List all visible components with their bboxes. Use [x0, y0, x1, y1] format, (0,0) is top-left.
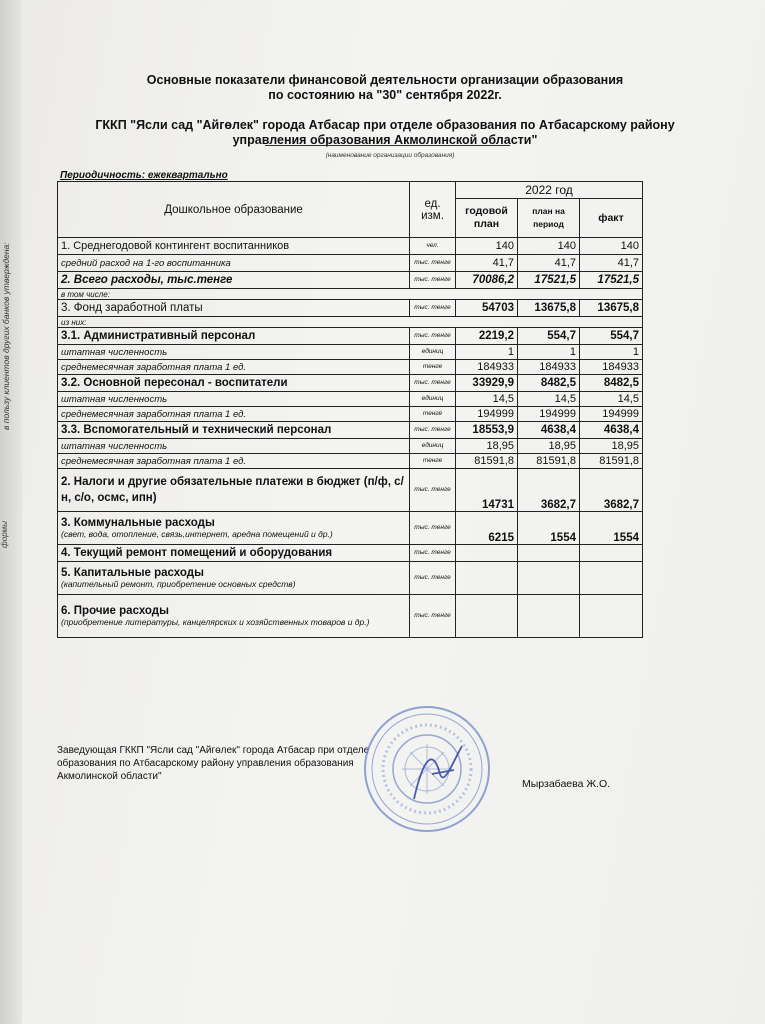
- row-label: штатная численность: [58, 439, 410, 454]
- row-fact: 4638,4: [580, 422, 643, 439]
- row-period: [518, 545, 580, 562]
- table-row: [58, 512, 643, 545]
- official-seal-icon: [362, 704, 492, 834]
- row-period: 3682,7: [518, 469, 580, 512]
- row-period: 554,7: [518, 328, 580, 345]
- row-unit: тыс. тенге: [410, 595, 456, 638]
- row-label: средний расход на 1-го воспитанника: [58, 255, 410, 272]
- row-period: 41,7: [518, 255, 580, 272]
- row-period: [518, 562, 580, 595]
- row-plan: 41,7: [456, 255, 518, 272]
- row-plan: 2219,2: [456, 328, 518, 345]
- row-label: штатная численность: [58, 345, 410, 360]
- row-plan: 81591,8: [456, 454, 518, 469]
- side-margin-text: в пользу клиентов других банков утверждена:: [1, 242, 11, 430]
- row-unit: единиц: [410, 392, 456, 407]
- row-period: 184933: [518, 360, 580, 375]
- row-label: 2. Всего расходы, тыс.тенге: [58, 272, 410, 289]
- row-period: [518, 595, 580, 638]
- row-unit: тыс. тенге: [410, 562, 456, 595]
- financial-indicators-table: [57, 181, 643, 638]
- row-plan: 14731: [456, 469, 518, 512]
- row-period: 140: [518, 238, 580, 255]
- row-label: 5. Капитальные расходы: [61, 567, 204, 579]
- table-row: [58, 317, 643, 328]
- org-line-1: ГККП "Ясли сад "Айгөлек" города Атбасар при отделе образования по Атбасарскому району: [95, 118, 675, 132]
- row-unit: тенге: [410, 407, 456, 422]
- row-fact: [580, 545, 643, 562]
- table-row: [58, 272, 643, 289]
- table-row: [58, 289, 643, 300]
- periodicity-label: Периодичность: ежеквартально: [60, 170, 228, 181]
- row-label: 2. Налоги и другие обязательные платежи в бюджет (п/ф, с/н, с/о, осмс, ипн): [58, 469, 410, 512]
- org-caption: (наименование организации образования): [325, 152, 455, 159]
- row-label: 3. Коммунальные расходы: [61, 517, 215, 529]
- row-fact: 140: [580, 238, 643, 255]
- org-underline: [265, 145, 510, 146]
- row-period: 13675,8: [518, 300, 580, 317]
- header-fact: факт: [580, 199, 643, 238]
- table-row: [58, 562, 643, 595]
- row-unit: тыс. тенге: [410, 272, 456, 289]
- row-label: 1. Среднегодовой контингент воспитанников: [58, 238, 410, 255]
- row-label: 4. Текущий ремонт помещений и оборудования: [58, 545, 410, 562]
- row-fact: 194999: [580, 407, 643, 422]
- row-fact: 1: [580, 345, 643, 360]
- row-plan: [456, 545, 518, 562]
- row-plan: 70086,2: [456, 272, 518, 289]
- table-row: [58, 300, 643, 317]
- table-row: [58, 238, 643, 255]
- row-unit: тенге: [410, 360, 456, 375]
- row-plan: 33929,9: [456, 375, 518, 392]
- row-label: 3.3. Вспомогательный и технический персонал: [58, 422, 410, 439]
- title-line-2: по состоянию на "30" сентября 2022г.: [268, 88, 502, 102]
- row-fact: 8482,5: [580, 375, 643, 392]
- row-plan: [456, 562, 518, 595]
- row-label-cell: [58, 595, 410, 638]
- row-plan: 194999: [456, 407, 518, 422]
- row-label: среднемесячная заработная плата 1 ед.: [58, 360, 410, 375]
- row-unit: тыс. тенге: [410, 328, 456, 345]
- row-unit: тыс. тенге: [410, 545, 456, 562]
- table-row: [58, 407, 643, 422]
- row-label: из них:: [58, 317, 643, 328]
- row-unit: единиц: [410, 345, 456, 360]
- title-line-1: Основные показатели финансовой деятельности организации образования: [146, 73, 624, 87]
- row-label: штатная численность: [58, 392, 410, 407]
- row-fact: 13675,8: [580, 300, 643, 317]
- row-label: 6. Прочие расходы: [61, 605, 169, 617]
- row-unit: тыс. тенге: [410, 422, 456, 439]
- row-period: 1554: [518, 512, 580, 545]
- row-unit: тыс. тенге: [410, 375, 456, 392]
- table-row: [58, 360, 643, 375]
- table-row: [58, 345, 643, 360]
- row-unit: тыс. тенге: [410, 512, 456, 545]
- row-fact: 554,7: [580, 328, 643, 345]
- header-year: 2022 год: [456, 182, 643, 199]
- row-plan: 54703: [456, 300, 518, 317]
- document-title: [80, 73, 690, 103]
- row-label-cell: [58, 512, 410, 545]
- row-period: 4638,4: [518, 422, 580, 439]
- row-plan: 18,95: [456, 439, 518, 454]
- table-row: [58, 255, 643, 272]
- row-label: среднемесячная заработная плата 1 ед.: [58, 454, 410, 469]
- table-row: [58, 469, 643, 512]
- row-period: 17521,5: [518, 272, 580, 289]
- org-line-2: управления образования Акмолинской области": [232, 133, 538, 147]
- table-row: [58, 545, 643, 562]
- row-plan: 1: [456, 345, 518, 360]
- signature-line: Заведующая ГККП "Ясли сад "Айгөлек" города Атбасар при отделе образования по Атбасарскому району управления образования Акмолинской области": [57, 745, 370, 782]
- header-annual-plan: годовой план: [456, 199, 518, 238]
- table-row: [58, 328, 643, 345]
- row-unit: единиц: [410, 439, 456, 454]
- row-sublabel: (приобретение литературы, канцелярских и хозяйственных товаров и др.): [61, 617, 370, 627]
- row-label-cell: [58, 562, 410, 595]
- row-sublabel: (капительный ремонт, приобретение основных средств): [61, 579, 296, 589]
- row-sublabel: (свет, вода, отопление, связь,интернет, аредна помещений и др.): [61, 529, 333, 539]
- row-unit: тыс. тенге: [410, 300, 456, 317]
- row-plan: 140: [456, 238, 518, 255]
- table-row: [58, 454, 643, 469]
- row-unit: тыс. тенге: [410, 255, 456, 272]
- row-plan: 14,5: [456, 392, 518, 407]
- row-period: 81591,8: [518, 454, 580, 469]
- row-period: 8482,5: [518, 375, 580, 392]
- row-label: 3.1. Административный персонал: [58, 328, 410, 345]
- side-margin-text-2: формы: [0, 521, 9, 548]
- row-fact: 184933: [580, 360, 643, 375]
- row-plan: [456, 595, 518, 638]
- header-period-plan: план на период: [518, 199, 580, 238]
- row-unit: тыс. тенге: [410, 469, 456, 512]
- table-row: [58, 422, 643, 439]
- row-fact: 18,95: [580, 439, 643, 454]
- organization-name: [80, 118, 690, 148]
- row-label: 3.2. Основной пересонал - воспитатели: [58, 375, 410, 392]
- row-period: 18,95: [518, 439, 580, 454]
- table-row: [58, 595, 643, 638]
- row-label: в том числе:: [58, 289, 643, 300]
- row-label: 3. Фонд заработной платы: [58, 300, 410, 317]
- row-fact: 81591,8: [580, 454, 643, 469]
- row-plan: 18553,9: [456, 422, 518, 439]
- row-unit: тенге: [410, 454, 456, 469]
- row-fact: 1554: [580, 512, 643, 545]
- row-fact: 41,7: [580, 255, 643, 272]
- header-unit: ед. изм.: [410, 182, 456, 238]
- row-period: 194999: [518, 407, 580, 422]
- row-fact: [580, 562, 643, 595]
- row-period: 14,5: [518, 392, 580, 407]
- row-fact: [580, 595, 643, 638]
- table-row: [58, 439, 643, 454]
- row-plan: 184933: [456, 360, 518, 375]
- row-fact: 17521,5: [580, 272, 643, 289]
- row-fact: 14,5: [580, 392, 643, 407]
- row-plan: 6215: [456, 512, 518, 545]
- row-fact: 3682,7: [580, 469, 643, 512]
- table-row: [58, 375, 643, 392]
- header-category: Дошкольное образование: [58, 182, 410, 238]
- signer-name: Мырзабаева Ж.О.: [522, 778, 611, 790]
- table-row: [58, 392, 643, 407]
- row-unit: чел.: [410, 238, 456, 255]
- row-period: 1: [518, 345, 580, 360]
- row-label: среднемесячная заработная плата 1 ед.: [58, 407, 410, 422]
